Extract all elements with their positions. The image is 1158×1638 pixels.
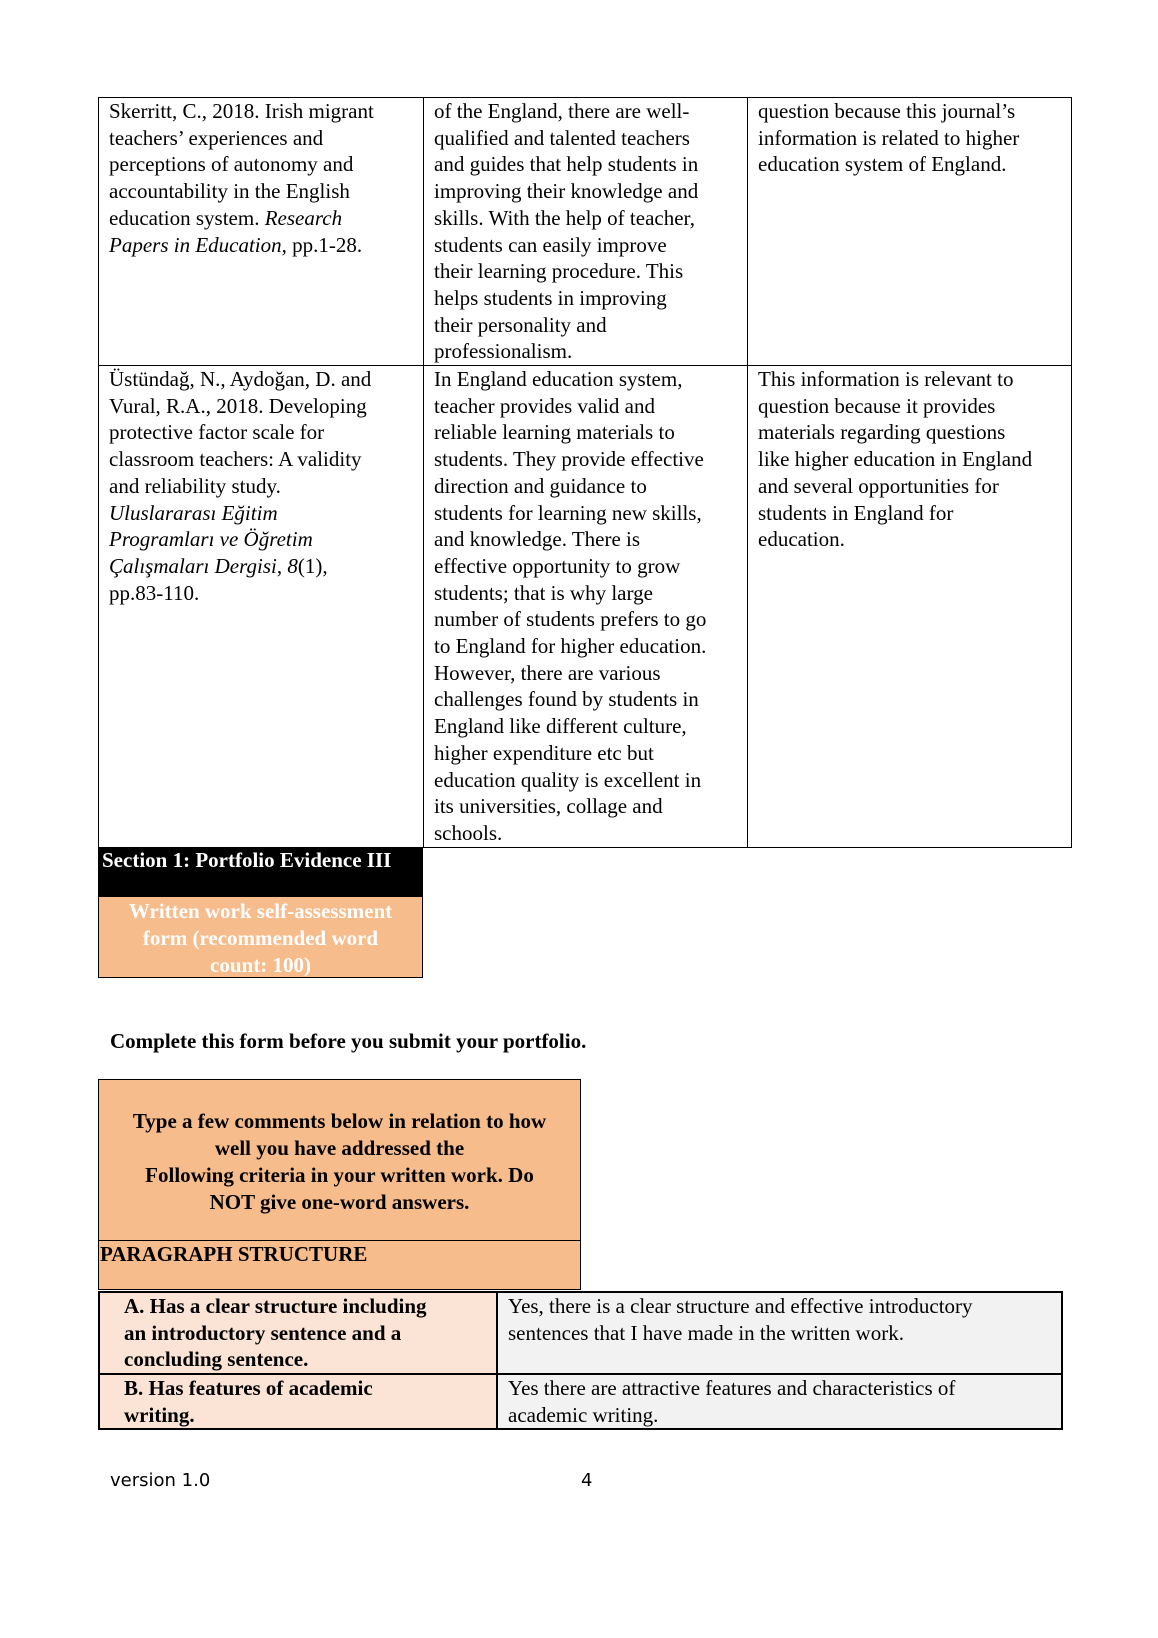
citation-line — [109, 526, 417, 553]
relevance-line: information is related to higher — [758, 125, 1020, 150]
section-subtitle-line: count: 100) — [210, 953, 311, 977]
citation-line: perceptions of autonomy and — [109, 152, 354, 177]
summary-line: of the England, there are well- — [434, 99, 690, 123]
journal-title: Uluslararası Eğitim — [109, 500, 278, 525]
footer-version: version 1.0 — [110, 1470, 211, 1491]
section-subtitle — [98, 897, 423, 978]
table-row — [99, 1374, 1062, 1429]
summary-line: qualified and talented teachers — [434, 125, 690, 150]
citation-cell — [99, 98, 424, 366]
criterion-question-line: writing. — [124, 1402, 195, 1427]
citation-line: protective factor scale for — [109, 420, 325, 445]
summary-line: students. They provide effective — [434, 447, 704, 472]
relevance-line: like higher education in England — [758, 447, 1033, 472]
relevance-line: question because this journal’s — [758, 99, 1016, 123]
summary-line: skills. With the help of teacher, — [434, 205, 695, 230]
relevance-line: education system of England. — [758, 152, 1007, 177]
citation-line: pp.83-110. — [109, 580, 200, 605]
criterion-answer[interactable] — [497, 1374, 1062, 1429]
summary-line: effective opportunity to grow — [434, 553, 681, 578]
summary-line: higher expenditure etc but — [434, 740, 654, 765]
summary-line: and knowledge. There is — [434, 527, 641, 552]
criterion-answer-line: Yes there are attractive features and characteristics of — [508, 1376, 956, 1400]
relevance-line: students in England for — [758, 500, 954, 525]
summary-line: students; that is why large — [434, 580, 653, 605]
section-title: Section 1: Portfolio Evidence III — [98, 847, 423, 897]
relevance-line: and several opportunities for — [758, 473, 999, 498]
citation-line: classroom teachers: A validity — [109, 447, 362, 472]
section-subtitle-line: form (recommended word — [142, 926, 379, 950]
journal-title: Programları ve Öğretim — [109, 527, 313, 552]
table-row — [99, 98, 1072, 366]
citation-line — [109, 205, 417, 232]
page-number: 4 — [581, 1470, 593, 1491]
summary-line: However, there are various — [434, 660, 661, 685]
relevance-line: This information is relevant to — [758, 367, 1014, 392]
citation-line: Üstündağ, N., Aydoğan, D. and — [109, 367, 372, 392]
volume-number: 8 — [287, 553, 298, 578]
criterion-question-line: concluding sentence. — [124, 1347, 309, 1371]
citation-line: and reliability study. — [109, 473, 281, 498]
relevance-line: question because it provides — [758, 393, 996, 418]
citation-line — [109, 232, 417, 259]
relevance-line: materials regarding questions — [758, 420, 1006, 445]
criterion-question — [99, 1374, 497, 1429]
criterion-answer[interactable] — [497, 1292, 1062, 1374]
relevance-cell — [748, 98, 1072, 366]
citation-text: , pp.1-28. — [281, 232, 363, 257]
criterion-question-line: A. Has a clear structure including — [124, 1294, 427, 1318]
criteria-instruction-line: NOT give one-word answers. — [209, 1190, 470, 1214]
criterion-answer-line: academic writing. — [508, 1402, 659, 1427]
summary-line: students for learning new skills, — [434, 500, 702, 525]
journal-title: Papers in Education — [109, 232, 282, 257]
summary-line: their personality and — [434, 312, 607, 337]
summary-line: helps students in improving — [434, 285, 667, 310]
journal-title: Çalışmaları Dergisi — [109, 553, 277, 578]
citation-line: Vural, R.A., 2018. Developing — [109, 393, 367, 418]
table-row — [99, 366, 1072, 848]
criteria-instruction-line: Type a few comments below in relation to how — [132, 1109, 547, 1133]
summary-line: direction and guidance to — [434, 473, 647, 498]
citation-line — [109, 553, 417, 580]
journal-title: Research — [264, 205, 343, 230]
criteria-instruction-line: well you have addressed the — [214, 1136, 465, 1160]
summary-line: improving their knowledge and — [434, 179, 699, 204]
citation-cell — [99, 366, 424, 848]
criterion-answer-line: Yes, there is a clear structure and effective introductory — [508, 1294, 973, 1318]
summary-line: number of students prefers to go — [434, 607, 707, 632]
form-instruction: Complete this form before you submit your portfolio. — [110, 1029, 587, 1053]
citation-line: Skerritt, C., 2018. Irish migrant — [109, 99, 374, 123]
references-table — [98, 97, 1072, 848]
summary-line: and guides that help students in — [434, 152, 699, 177]
summary-line: students can easily improve — [434, 232, 667, 257]
citation-text: (1), — [297, 553, 328, 578]
paragraph-structure-heading: PARAGRAPH STRUCTURE — [98, 1240, 581, 1290]
relevance-line: education. — [758, 527, 845, 552]
summary-line: reliable learning materials to — [434, 420, 675, 445]
table-row — [99, 1292, 1062, 1374]
criterion-answer-line: sentences that I have made in the written work. — [508, 1320, 904, 1345]
summary-line: to England for higher education. — [434, 634, 707, 659]
criteria-instruction-line: Following criteria in your written work. Do — [145, 1163, 534, 1187]
summary-line: education quality is excellent in — [434, 767, 702, 792]
criterion-question — [99, 1292, 497, 1374]
criteria-table — [98, 1291, 1063, 1430]
criterion-question-line: B. Has features of academic — [124, 1376, 373, 1400]
summary-line: In England education system, — [434, 367, 683, 392]
summary-line: schools. — [434, 820, 503, 845]
summary-cell — [424, 98, 748, 366]
summary-line: their learning procedure. This — [434, 259, 684, 284]
relevance-cell — [748, 366, 1072, 848]
section-subtitle-line: Written work self-assessment — [128, 899, 393, 923]
citation-line — [109, 500, 417, 527]
criteria-instructions-box — [98, 1079, 581, 1242]
citation-line: teachers’ experiences and — [109, 125, 324, 150]
summary-cell — [424, 366, 748, 848]
summary-line: England like different culture, — [434, 714, 687, 739]
criterion-question-line: an introductory sentence and a — [124, 1320, 402, 1345]
citation-line: accountability in the English — [109, 179, 350, 204]
summary-line: teacher provides valid and — [434, 393, 655, 418]
summary-line: its universities, collage and — [434, 794, 663, 819]
citation-text: education system. — [109, 205, 265, 230]
summary-line: professionalism. — [434, 339, 573, 364]
citation-text: , — [276, 553, 288, 578]
summary-line: challenges found by students in — [434, 687, 699, 712]
